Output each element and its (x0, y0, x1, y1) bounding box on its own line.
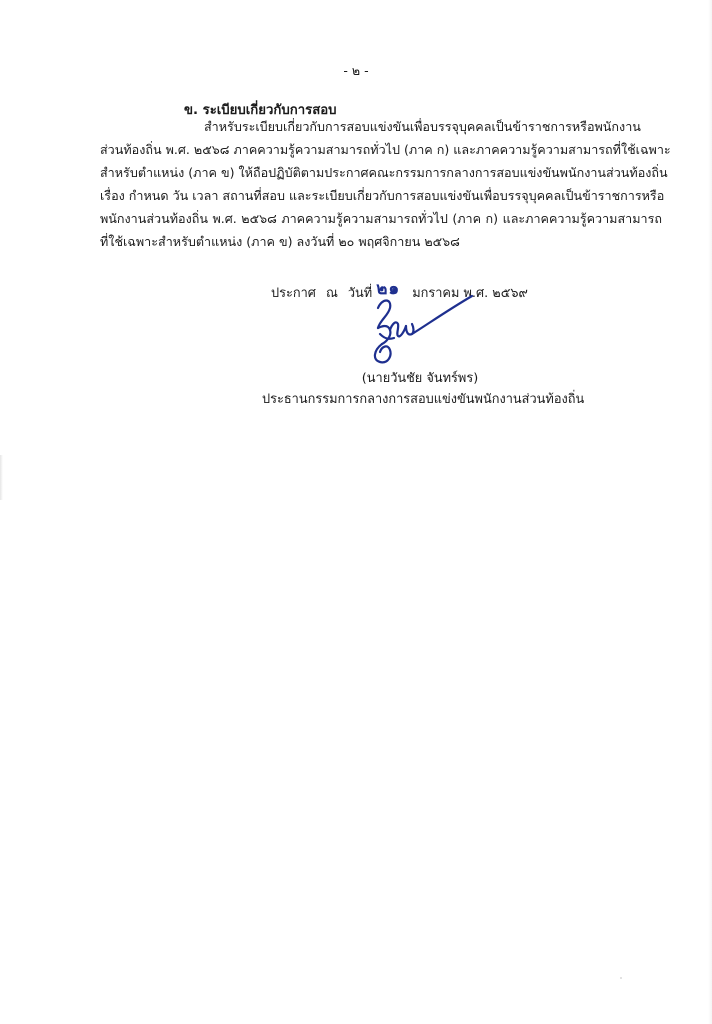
day-label: วันที่ (347, 286, 373, 301)
paragraph-line: พนักงานส่วนท้องถิ่น พ.ศ. ๒๕๖๘ ภาคความรู้ความสามารถทั่วไป (ภาค ก) และภาคความรู้ความสามารถ (100, 211, 662, 226)
paragraph-line: เรื่อง กำหนด วัน เวลา สถานที่สอบ และระเบียบเกี่ยวกับการสอบแข่งขันเพื่อบรรจุบุคคลเป็นข้าราชการหรือ (100, 188, 665, 203)
paragraph-line: ที่ใช้เฉพาะสำหรับตำแหน่ง (ภาค ข) ลงวันที่ ๒๐ พฤศจิกายน ๒๕๖๘ (100, 234, 460, 249)
signer-name: (นายวันชัย จันทร์พร) (361, 371, 479, 386)
scan-edge-shadow-right (708, 0, 712, 1024)
page-number: - ๒ - (343, 63, 369, 78)
announcement-prefix: ประกาศ (271, 286, 316, 301)
scan-speck (620, 977, 622, 979)
announcement-at: ณ (325, 286, 338, 301)
paragraph-line: ส่วนท้องถิ่น พ.ศ. ๒๕๖๘ ภาคความรู้ความสามารถทั่วไป (ภาค ก) และภาคความรู้ความสามารถที่ใช้เฉพาะ (100, 142, 671, 157)
month-year: มกราคม พ.ศ. ๒๕๖๙ (412, 286, 528, 301)
paragraph-line: สำหรับระเบียบเกี่ยวกับการสอบแข่งขันเพื่อบรรจุบุคคลเป็นข้าราชการหรือพนักงาน (204, 119, 641, 134)
handwritten-day: ๒๑ (376, 279, 401, 299)
scan-edge-shadow (0, 455, 3, 500)
handwritten-signature-icon (368, 294, 478, 366)
paragraph-line: สำหรับตำแหน่ง (ภาค ข) ให้ถือปฏิบัติตามประกาศคณะกรรมการกลางการสอบแข่งขันพนักงานส่วนท้องถิ่น (100, 165, 668, 180)
section-heading: ข. ระเบียบเกี่ยวกับการสอบ (184, 103, 337, 118)
signer-title: ประธานกรรมการกลางการสอบแข่งขันพนักงานส่วนท้องถิ่น (262, 392, 585, 407)
